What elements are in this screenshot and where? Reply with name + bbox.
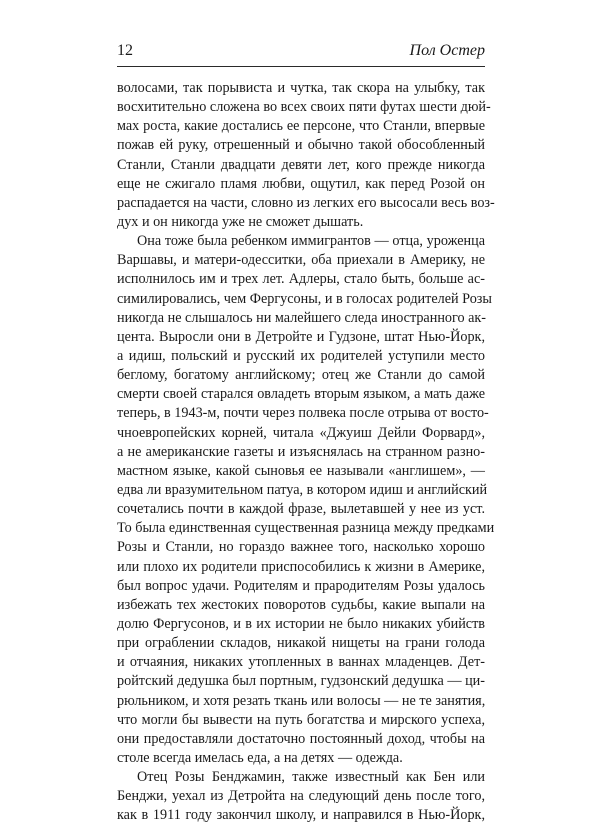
text-line: То была единственная существенная разница между предками [117, 520, 495, 537]
text-line: теперь, в 1943-м, почти через полвека после отрыва от восто- [117, 405, 489, 422]
text-line: исполнилось им и трех лет. Адлеры, стало быть, больше ас- [117, 271, 485, 288]
text-line: пожав ей руку, отрешенный и обычно такой обособленный [117, 137, 485, 154]
text-line: ройтский дедушка был портным, гудзонский дедушка — ци- [117, 673, 485, 690]
running-head: Пол Остер [409, 42, 485, 59]
text-line: Розы и Станли, но гораздо важнее того, насколько хорошо [117, 539, 485, 556]
header-rule [117, 66, 485, 67]
text-line: чноевропейских корней, читала «Джуиш Дейли Форвард», [117, 424, 485, 441]
text-line: смерти своей старался овладеть вторым языком, а мать даже [117, 386, 485, 403]
text-line: или плохо их родители приспособились к жизни в Америке, [117, 558, 485, 575]
text-line: едва ли вразумительном патуа, в котором идиш и английский [117, 481, 488, 498]
text-line: дух и он никогда уже не сможет дышать. [117, 213, 364, 230]
text-line: долю Фергусонов, и в их истории не было никаких убийств [117, 615, 485, 632]
text-line: рюльником, и хотя резать ткань или волосы — не те занятия, [117, 692, 486, 709]
text-line: как в 1911 году закончил школу, и направился в Нью-Йорк, [117, 807, 485, 824]
text-line: сочетались почти в каждой фразе, вылетавшей у нее из уст. [117, 501, 485, 518]
text-line: мастном языке, какой сыновья ее называли «англишем», — [117, 462, 485, 479]
text-line: волосами, так порывиста и чутка, так скора на улыбку, так [117, 80, 485, 96]
page-number: 12 [117, 42, 133, 59]
text-line: а не американские газеты и изъяснялась на странном разно- [117, 443, 485, 460]
text-line: при ограблении складов, никакой нищеты на грани голода [117, 635, 485, 652]
text-line: симилировались, чем Фергусоны, и в голосах родителей Розы [117, 290, 492, 307]
text-line: а идиш, польский и русский их родителей уступили место [117, 347, 485, 364]
text-line: Варшавы, и матери-одесситки, оба приехали в Америку, не [117, 252, 485, 269]
text-line: восхитительно сложена во всех своих пяти футах шести дюй- [117, 99, 491, 116]
body-text [117, 79, 495, 825]
text-line: столе всегда имелась еда, а на детях — одежда. [117, 749, 403, 766]
text-line: Она тоже была ребенком иммигрантов — отца, уроженца [137, 233, 485, 250]
text-line: и отчаяния, никаких утопленных в ваннах младенцев. Дет- [117, 654, 485, 671]
text-line: избежать тех жестоких поворотов судьбы, какие выпали на [117, 596, 485, 613]
text-line: что могли бы вывести на путь богатства и мирского успеха, [117, 711, 485, 728]
text-line: цента. Выросли они в Детройте и Гудзоне, штат Нью-Йорк, [117, 328, 485, 345]
text-line: мах роста, какие достались ее персоне, что Станли, впервые [117, 118, 485, 135]
text-line: еще не сжигало пламя любви, ощутил, как перед Розой он [117, 175, 485, 192]
text-line: они предоставляли достаточно постоянный доход, чтобы на [117, 730, 485, 747]
text-line: Станли, Станли двадцати девяти лет, кого прежде никогда [117, 156, 485, 173]
text-line: Отец Розы Бенджамин, также известный как Бен или [137, 769, 485, 786]
text-line: Бенджи, уехал из Детройта на следующий день после того, [117, 788, 485, 805]
text-line: распадается на части, словно из легких его высосали весь воз- [117, 194, 495, 211]
text-line: беглому, богатому английскому; отец же Станли до самой [117, 367, 485, 384]
page-header [117, 40, 485, 64]
text-line: никогда не слышалось ни малейшего следа иностранного ак- [117, 309, 487, 326]
text-line: был вопрос удачи. Родителям и прародителям Розы удалось [117, 577, 485, 594]
